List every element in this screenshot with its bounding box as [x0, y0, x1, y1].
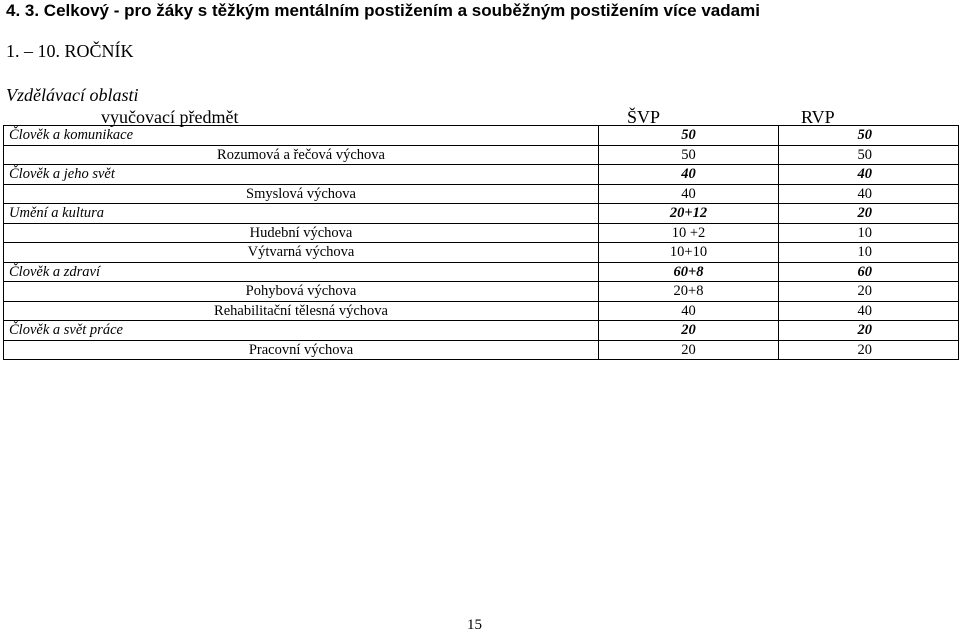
- education-area-name: Člověk a svět práce: [4, 321, 599, 341]
- education-area-row: [4, 126, 959, 146]
- subject-name: Smyslová výchova: [4, 184, 599, 204]
- education-area-name: Člověk a zdraví: [4, 262, 599, 282]
- rvp-hours: 20: [779, 282, 959, 302]
- subject-name: Výtvarná výchova: [4, 243, 599, 263]
- rvp-hours: 40: [779, 184, 959, 204]
- subject-column-header: vyučovací předmět: [101, 107, 239, 127]
- rvp-hours: 10: [779, 243, 959, 263]
- education-area-row: [4, 165, 959, 185]
- subject-row: [4, 243, 959, 263]
- curriculum-table-body: [4, 126, 959, 360]
- svp-hours: 20+8: [599, 282, 779, 302]
- subject-name: Pohybová výchova: [4, 282, 599, 302]
- subject-name: Rehabilitační tělesná výchova: [4, 301, 599, 321]
- svp-hours: 50: [599, 145, 779, 165]
- education-area-row: [4, 204, 959, 224]
- education-area-row: [4, 321, 959, 341]
- page-number: 15: [467, 617, 482, 633]
- education-area-name: Člověk a komunikace: [4, 126, 599, 146]
- svp-column-header: ŠVP: [627, 107, 661, 127]
- subject-name: Rozumová a řečová výchova: [4, 145, 599, 165]
- svp-hours: 40: [599, 301, 779, 321]
- subject-row: [4, 223, 959, 243]
- rvp-hours: 40: [779, 301, 959, 321]
- subject-row: [4, 301, 959, 321]
- grade-range: 1. – 10. ROČNÍK: [6, 41, 134, 61]
- svp-hours: 60+8: [599, 262, 779, 282]
- education-area-name: Člověk a jeho svět: [4, 165, 599, 185]
- svp-hours: 10 +2: [599, 223, 779, 243]
- svp-hours: 40: [599, 184, 779, 204]
- rvp-column-header: RVP: [801, 107, 835, 127]
- svp-hours: 20: [599, 321, 779, 341]
- rvp-hours: 60: [779, 262, 959, 282]
- rvp-hours: 10: [779, 223, 959, 243]
- rvp-hours: 40: [779, 165, 959, 185]
- rvp-hours: 20: [779, 340, 959, 360]
- svp-hours: 20: [599, 340, 779, 360]
- svp-hours: 50: [599, 126, 779, 146]
- rvp-hours: 50: [779, 126, 959, 146]
- education-areas-caption: Vzdělávací oblasti: [6, 85, 139, 105]
- subject-row: [4, 145, 959, 165]
- subject-row: [4, 184, 959, 204]
- svp-hours: 20+12: [599, 204, 779, 224]
- education-area-name: Umění a kultura: [4, 204, 599, 224]
- subject-row: [4, 282, 959, 302]
- subject-name: Hudební výchova: [4, 223, 599, 243]
- education-area-row: [4, 262, 959, 282]
- rvp-hours: 20: [779, 321, 959, 341]
- svp-hours: 40: [599, 165, 779, 185]
- subject-name: Pracovní výchova: [4, 340, 599, 360]
- rvp-hours: 20: [779, 204, 959, 224]
- subject-row: [4, 340, 959, 360]
- curriculum-table: [3, 125, 959, 360]
- rvp-hours: 50: [779, 145, 959, 165]
- document-heading: 4. 3. Celkový - pro žáky s těžkým mentálním postižením a souběžným postižením více vadami: [6, 1, 760, 20]
- svp-hours: 10+10: [599, 243, 779, 263]
